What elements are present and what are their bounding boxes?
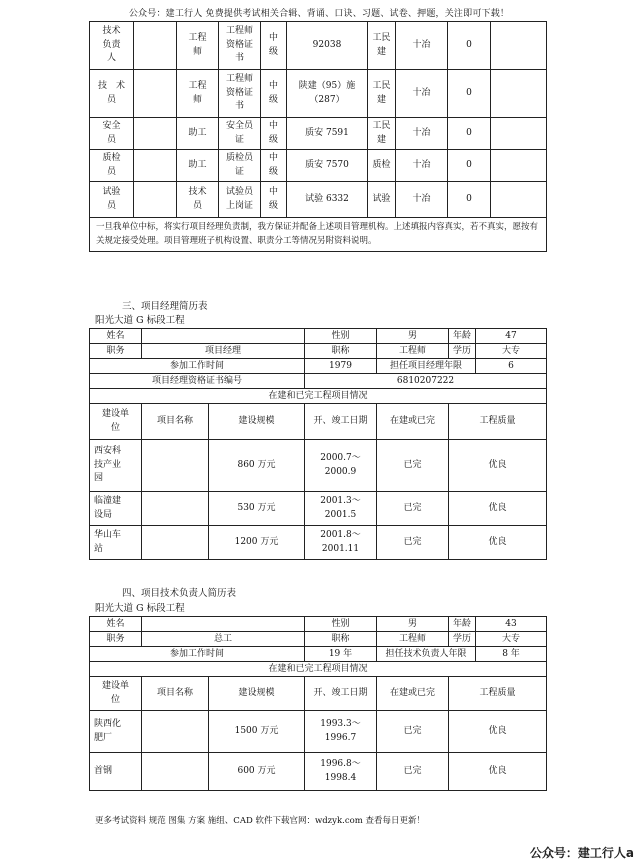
- cell-line: 站: [94, 543, 104, 554]
- quality-cell: 优良: [449, 526, 547, 560]
- date-cell: [305, 753, 377, 791]
- staff-row: [90, 182, 547, 218]
- edu-value: 大专: [476, 632, 547, 647]
- projects-subtitle: 在建和已完工程项目情况: [90, 389, 547, 404]
- cell-line: 负责: [102, 39, 121, 50]
- tech-lead-resume-table: [89, 616, 547, 791]
- duty-label: 职务: [90, 632, 142, 647]
- scale-cell: 530 万元: [209, 492, 305, 526]
- work-label: 参加工作时间: [90, 647, 305, 662]
- major-cell: [368, 182, 396, 218]
- title-cell: [177, 118, 219, 150]
- rank-label: 职称: [305, 344, 377, 359]
- name-value: [142, 617, 305, 632]
- date-cell: [305, 711, 377, 753]
- name-cell: [142, 711, 209, 753]
- cell-line: 资格证: [225, 87, 253, 98]
- count-cell: 0: [448, 70, 491, 118]
- cell-line: 建设规模: [238, 687, 275, 698]
- col-date-header: [305, 677, 377, 711]
- scale-cell: 1200 万元: [209, 526, 305, 560]
- project-row: [90, 492, 547, 526]
- role-cell: [90, 22, 134, 70]
- count-cell: 0: [448, 182, 491, 218]
- name-cell: [142, 526, 209, 560]
- unit-cell: [90, 526, 142, 560]
- cell-line: 质安 7591: [305, 127, 349, 138]
- cell-line: 位: [110, 694, 120, 705]
- cell-line: 级: [268, 94, 278, 105]
- work-label: 参加工作时间: [90, 359, 305, 374]
- cell-line: 试验 6332: [305, 193, 349, 204]
- level-cell: [261, 70, 287, 118]
- cell-line: 建设单: [101, 681, 129, 691]
- scale-cell: 860 万元: [209, 440, 305, 492]
- role-cell: [90, 70, 134, 118]
- years-value: 8 年: [476, 647, 547, 662]
- cell-line: 人: [106, 53, 116, 64]
- cert-label: 项目经理资格证书编号: [90, 374, 305, 389]
- staff-note: 一旦我单位中标，将实行项目经理负责制，我方保证并配备上述项目管理机构。上述填报内容真实，若不真实，愿按有关规定接受处理。项目管理班子机构设置、职责分工等情况另附资料说明。: [90, 218, 547, 252]
- cell-line: 级: [268, 46, 278, 57]
- age-value: 43: [476, 617, 547, 632]
- work-value: 1979: [305, 359, 377, 374]
- cell-line: 证: [234, 166, 244, 177]
- unit-cell: [90, 492, 142, 526]
- cell-line: 工程: [188, 33, 207, 43]
- title-cell: [177, 150, 219, 182]
- years-label: 担任项目经理年限: [377, 359, 476, 374]
- cell-line: 中: [268, 121, 278, 131]
- cell-line: 质安 7570: [305, 159, 349, 170]
- col-unit-header: [90, 677, 142, 711]
- cell-line: 员: [106, 166, 116, 177]
- cert-no-cell: [287, 22, 368, 70]
- major-cell: [368, 70, 396, 118]
- cert-value: 6810207222: [305, 374, 547, 389]
- cert-cell: [219, 118, 261, 150]
- col-scale-header: [209, 677, 305, 711]
- date-cell: [305, 440, 377, 492]
- cell-line: 质检: [102, 153, 121, 163]
- cell-line: 项目名称: [156, 687, 193, 698]
- project-row: [90, 440, 547, 492]
- blank-cell: [134, 22, 177, 70]
- cell-line: 技术: [102, 26, 121, 37]
- cell-line: 西安科: [94, 446, 122, 457]
- cell-line: 中: [268, 187, 278, 197]
- edu-label: 学历: [449, 344, 476, 359]
- col-quality-header: [449, 677, 547, 711]
- cell-line: 开、竣工日期: [313, 687, 368, 698]
- gender-value: 男: [377, 617, 449, 632]
- blank-cell: [134, 182, 177, 218]
- cell-line: 建: [376, 134, 386, 145]
- cell-line: 技产业: [94, 459, 122, 470]
- status-cell: 已完: [377, 492, 449, 526]
- cell-line: 工程质量: [479, 415, 516, 426]
- unit-cell: [90, 753, 142, 791]
- col-date-header: [305, 404, 377, 440]
- blank-cell: [134, 70, 177, 118]
- cert-cell: [219, 150, 261, 182]
- cell-line: 助工: [188, 159, 207, 170]
- cell-line: 师: [192, 94, 202, 105]
- count-cell: 0: [448, 150, 491, 182]
- name-cell: [142, 440, 209, 492]
- cert-cell: [219, 70, 261, 118]
- name-label: 姓名: [90, 617, 142, 632]
- status-cell: 已完: [377, 711, 449, 753]
- cell-line: 员: [192, 200, 202, 211]
- cell-line: 位: [110, 422, 120, 433]
- years-value: 6: [476, 359, 547, 374]
- quality-cell: 优良: [449, 492, 547, 526]
- cell-line: 中: [268, 153, 278, 163]
- cell-line: 资格证: [225, 39, 253, 50]
- quality-cell: 优良: [449, 711, 547, 753]
- cell-line: 工民: [372, 81, 391, 91]
- project-row: [90, 753, 547, 791]
- title-cell: [177, 22, 219, 70]
- role-cell: [90, 182, 134, 218]
- cell-line: 开、竣工日期: [313, 415, 368, 426]
- cell-line: 2001.3～: [320, 496, 361, 506]
- staff-row: [90, 22, 547, 70]
- cell-line: 2000.9: [324, 466, 357, 477]
- cell-line: 2000.7～: [320, 453, 361, 463]
- cell-line: 技 术: [97, 81, 125, 91]
- cell-line: 级: [268, 166, 278, 177]
- cell-line: 项目名称: [156, 415, 193, 426]
- cell-line: 中: [268, 33, 278, 43]
- name-cell: [142, 492, 209, 526]
- col-quality-header: [449, 404, 547, 440]
- name-value: [142, 329, 305, 344]
- page-header: 公众号：建工行人 免费提供考试相关合辑、背诵、口诀、习题、试卷、押题，关注即可下载！: [128, 9, 510, 19]
- cell-line: 1996.8～: [320, 759, 361, 769]
- cell-line: 陕西化: [94, 719, 122, 729]
- cell-line: 试验: [372, 193, 391, 204]
- cell-line: 陕建（95）施: [298, 81, 356, 91]
- cell-line: 2001.8～: [320, 530, 361, 540]
- cell-line: 建: [376, 94, 386, 105]
- title-cell: [177, 70, 219, 118]
- cert-no-cell: [287, 150, 368, 182]
- cell-line: 首钢: [94, 765, 113, 776]
- cell-line: 试验: [102, 187, 121, 197]
- cell-line: 临潼建: [94, 496, 122, 506]
- name-label: 姓名: [90, 329, 142, 344]
- cell-line: （287）: [309, 94, 345, 105]
- cell-line: 员: [106, 94, 116, 105]
- quality-cell: 优良: [449, 753, 547, 791]
- cell-line: 建设单: [101, 409, 129, 419]
- cell-line: 级: [268, 200, 278, 211]
- unit-cell: 十冶: [396, 182, 448, 218]
- section3-project: 阳光大道 G 标段工程: [95, 315, 185, 326]
- cert-no-cell: [287, 70, 368, 118]
- rank-value: 工程师: [377, 632, 449, 647]
- section3-title: 三、项目经理简历表: [122, 301, 208, 312]
- cell-line: 1993.3～: [320, 719, 361, 729]
- cell-line: 建设规模: [238, 415, 275, 426]
- project-row: [90, 526, 547, 560]
- col-unit-header: [90, 404, 142, 440]
- unit-cell: 十冶: [396, 22, 448, 70]
- age-label: 年龄: [449, 617, 476, 632]
- duty-label: 职务: [90, 344, 142, 359]
- scale-cell: 600 万元: [209, 753, 305, 791]
- unit-cell: [90, 711, 142, 753]
- cell-line: 员: [106, 200, 116, 211]
- cell-line: 试验员: [225, 187, 253, 197]
- col-name-header: [142, 677, 209, 711]
- cert-cell: [219, 182, 261, 218]
- cell-line: 华山车: [94, 530, 122, 540]
- page-footer: 更多考试资料 规范 图集 方案 施组、CAD 软件下载官网：wdzyk.com 查看每日更新！: [95, 816, 425, 826]
- blank-cell: [134, 150, 177, 182]
- cell-line: 工程师: [225, 26, 253, 37]
- duty-value: 总工: [142, 632, 305, 647]
- cell-line: 1998.4: [324, 772, 357, 783]
- col-name-header: [142, 404, 209, 440]
- status-cell: 已完: [377, 753, 449, 791]
- cell-line: 1996.7: [324, 732, 357, 743]
- level-cell: [261, 118, 287, 150]
- gender-value: 男: [377, 329, 449, 344]
- blank-cell: [491, 70, 547, 118]
- gender-label: 性别: [305, 329, 377, 344]
- blank-cell: [134, 118, 177, 150]
- rank-value: 工程师: [377, 344, 449, 359]
- staff-row: [90, 150, 547, 182]
- cell-line: 2001.5: [324, 509, 357, 520]
- major-cell: [368, 118, 396, 150]
- cell-line: 在建或已完: [390, 687, 436, 698]
- date-cell: [305, 526, 377, 560]
- col-status-header: [377, 677, 449, 711]
- cert-cell: [219, 22, 261, 70]
- staff-table: [89, 21, 547, 252]
- count-cell: 0: [448, 22, 491, 70]
- level-cell: [261, 182, 287, 218]
- cell-line: 肥厂: [94, 732, 113, 743]
- date-cell: [305, 492, 377, 526]
- project-row: [90, 711, 547, 753]
- blank-cell: [491, 22, 547, 70]
- section4-title: 四、项目技术负责人简历表: [122, 588, 237, 599]
- work-value: 19 年: [305, 647, 377, 662]
- age-value: 47: [476, 329, 547, 344]
- gender-label: 性别: [305, 617, 377, 632]
- role-cell: [90, 150, 134, 182]
- cell-line: 工程: [188, 81, 207, 91]
- cell-line: 员: [106, 134, 116, 145]
- cert-no-cell: [287, 118, 368, 150]
- cell-line: 工民: [372, 33, 391, 43]
- cell-line: 书: [234, 53, 244, 64]
- cell-line: 质检员: [225, 153, 253, 163]
- cell-line: 工民: [372, 121, 391, 131]
- title-cell: [177, 182, 219, 218]
- unit-cell: 十冶: [396, 70, 448, 118]
- cell-line: 助工: [188, 127, 207, 138]
- cell-line: 质检: [372, 159, 391, 170]
- scale-cell: 1500 万元: [209, 711, 305, 753]
- unit-cell: [90, 440, 142, 492]
- major-cell: [368, 150, 396, 182]
- cert-no-cell: [287, 182, 368, 218]
- col-scale-header: [209, 404, 305, 440]
- staff-row: [90, 70, 547, 118]
- quality-cell: 优良: [449, 440, 547, 492]
- unit-cell: 十冶: [396, 118, 448, 150]
- blank-cell: [491, 182, 547, 218]
- cell-line: 上岗证: [225, 200, 253, 211]
- watermark: 公众号：建工行人a: [529, 846, 634, 860]
- cell-line: 园: [94, 473, 104, 484]
- cell-line: 工程师: [225, 74, 253, 85]
- status-cell: 已完: [377, 526, 449, 560]
- role-cell: [90, 118, 134, 150]
- cell-line: 级: [268, 134, 278, 145]
- cell-line: 92038: [312, 39, 342, 50]
- duty-value: 项目经理: [142, 344, 305, 359]
- level-cell: [261, 22, 287, 70]
- cell-line: 书: [234, 101, 244, 112]
- blank-cell: [491, 118, 547, 150]
- cell-line: 建: [376, 46, 386, 57]
- staff-row: [90, 118, 547, 150]
- years-label: 担任技术负责人年限: [377, 647, 476, 662]
- cell-line: 证: [234, 134, 244, 145]
- age-label: 年龄: [449, 329, 476, 344]
- cell-line: 安全员: [225, 121, 253, 131]
- status-cell: 已完: [377, 440, 449, 492]
- count-cell: 0: [448, 118, 491, 150]
- cell-line: 中: [268, 81, 278, 91]
- cell-line: 设局: [94, 509, 113, 520]
- cell-line: 2001.11: [321, 543, 360, 554]
- edu-value: 大专: [476, 344, 547, 359]
- unit-cell: 十冶: [396, 150, 448, 182]
- blank-cell: [491, 150, 547, 182]
- level-cell: [261, 150, 287, 182]
- cell-line: 安全: [102, 121, 121, 131]
- major-cell: [368, 22, 396, 70]
- cell-line: 工程质量: [479, 687, 516, 698]
- section4-project: 阳光大道 G 标段工程: [95, 603, 185, 614]
- rank-label: 职称: [305, 632, 377, 647]
- cell-line: 师: [192, 46, 202, 57]
- cell-line: 技术: [188, 187, 207, 197]
- name-cell: [142, 753, 209, 791]
- edu-label: 学历: [449, 632, 476, 647]
- cell-line: 在建或已完: [390, 415, 436, 426]
- projects-subtitle: 在建和已完工程项目情况: [90, 662, 547, 677]
- col-status-header: [377, 404, 449, 440]
- manager-resume-table: [89, 328, 547, 560]
